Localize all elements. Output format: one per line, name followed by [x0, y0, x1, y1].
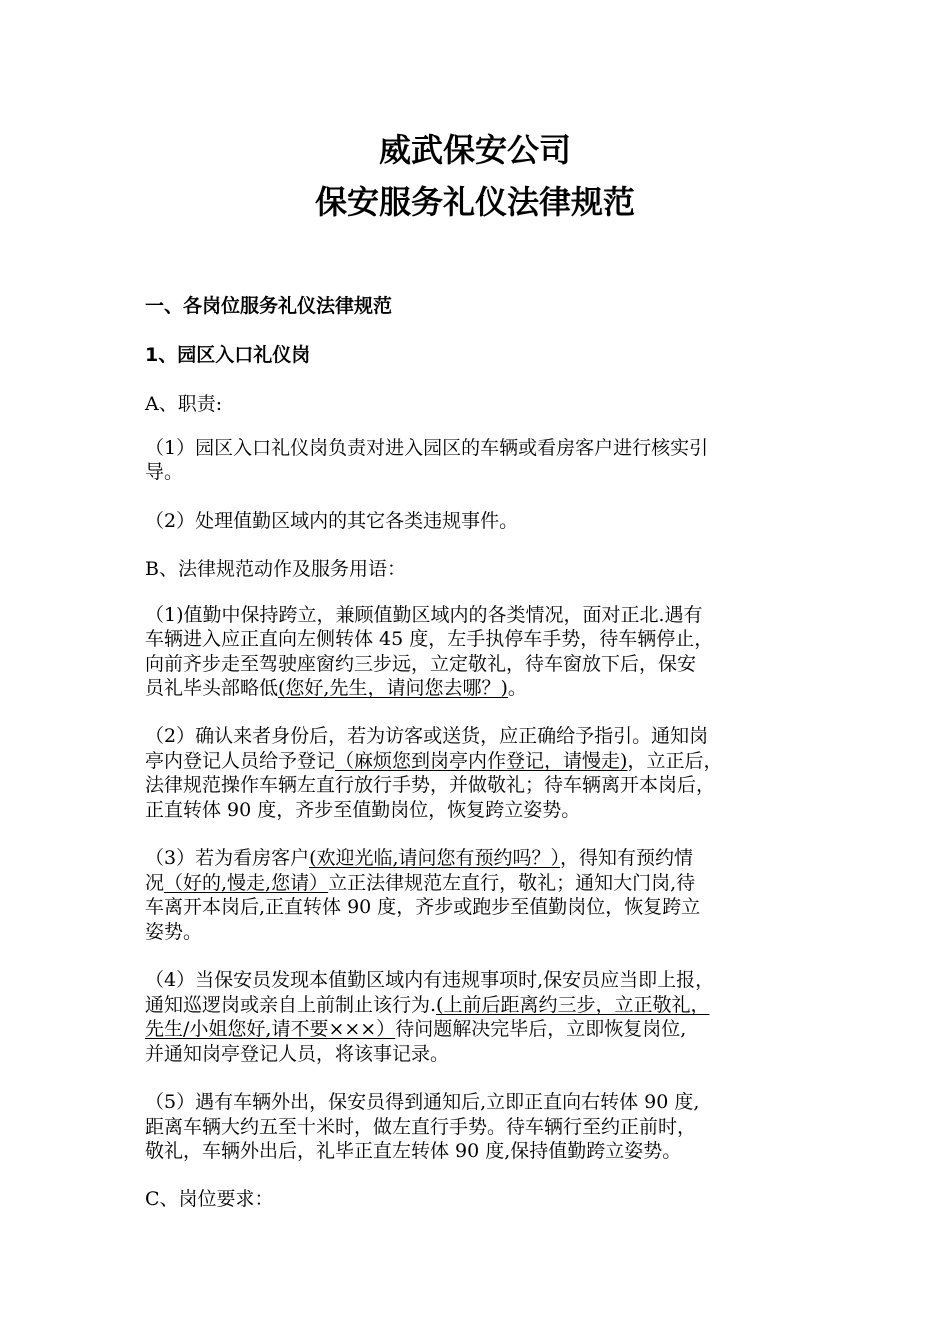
para-1-line-3: 向前齐步走至驾驶座窗约三步远，立定敬礼，待车窗放下后，保安 [145, 653, 697, 675]
subsection-heading: 1、园区入口礼仪岗 [145, 344, 311, 366]
para-1-line-2: 车辆进入应正直向左侧转体 45 度，左手执停车手势，待车辆停止， [145, 628, 714, 650]
service-phrase: (欢迎光临,请问您有预约吗？） [309, 847, 561, 869]
duty-2: （2）处理值勤区域内的其它各类违规事件。 [145, 510, 519, 532]
para-5-line-2: 距离车辆大约五至十米时，做左直行手势。待车辆行至约正前时， [145, 1116, 697, 1138]
para-4-line-1: （4）当保安员发现本值勤区域内有违规事项时,保安员应当即上报， [145, 969, 715, 991]
para-2-line-1: （2）确认来者身份后，若为访客或送货，应正确给予指引。通知岗 [145, 725, 709, 747]
document-title: 保安服务礼仪法律规范 [314, 183, 635, 221]
service-phrase: (上前后距离约三步，立正敬礼， [436, 994, 710, 1016]
para-3-line-1 [145, 846, 820, 870]
section-heading: 一、各岗位服务礼仪法律规范 [145, 295, 393, 317]
label-duties: A、职责: [145, 393, 223, 415]
service-phrase: (您好,先生，请问您去哪？) [278, 677, 508, 699]
text-run: ，得知有预约情 [560, 847, 694, 869]
text-run: 员礼毕头部略低 [145, 677, 279, 699]
para-5-line-3: 敬礼，车辆外出后，礼毕正直左转体 90 度,保持值勤跨立姿势。 [145, 1140, 682, 1162]
text-run: 况 [145, 872, 165, 894]
text-run: （3）若为看房客户 [145, 847, 310, 869]
para-1-line-4 [145, 676, 820, 700]
para-5-line-1: （5）遇有车辆外出，保安员得到通知后,立即正直向右转体 90 度, [145, 1091, 700, 1113]
service-phrase: 先生/小姐您好,请不要×××） [145, 1018, 396, 1040]
para-2-line-2 [145, 749, 820, 773]
text-run: 立正法律规范左直行，敬礼；通知大门岗,待 [328, 872, 696, 894]
para-2-line-4: 正直转体 90 度，齐步至值勤岗位，恢复跨立姿势。 [145, 799, 581, 821]
service-phrase: （麻烦您到岗亭内作登记，请慢走) [335, 750, 628, 772]
para-2-line-3: 法律规范操作车辆左直行放行手势，并做敬礼；待车辆离开本岗后， [145, 774, 716, 796]
duty-1-line-2: 导。 [145, 461, 184, 483]
text-run: 亭内登记人员给予登记 [145, 750, 336, 772]
para-3-line-3: 车离开本岗后,正直转体 90 度，齐步或跑步至值勤岗位，恢复跨立 [145, 896, 701, 918]
label-requirements: C、岗位要求： [145, 1188, 274, 1210]
para-3-line-4: 姿势。 [145, 921, 203, 943]
service-phrase: （好的,慢走,您请） [164, 872, 329, 894]
text-run: ，立正后， [627, 750, 723, 772]
para-1-line-1: （1)值勤中保持跨立，兼顾值勤区域内的各类情况，面对正北.遇有 [145, 604, 703, 626]
para-4-line-3 [145, 1017, 820, 1041]
company-title: 威武保安公司 [378, 131, 571, 169]
text-run: 通知巡逻岗或亲自上前制止该行为. [145, 994, 437, 1016]
para-3-line-2 [145, 871, 820, 895]
text-run: 待问题解决完毕后，立即恢复岗位, [395, 1018, 687, 1040]
label-standards: B、法律规范动作及服务用语： [145, 558, 406, 580]
text-run: 。 [507, 677, 527, 699]
para-4-line-2 [145, 993, 820, 1017]
para-4-line-4: 并通知岗亭登记人员，将该事记录。 [145, 1043, 450, 1065]
duty-1-line-1: （1）园区入口礼仪岗负责对进入园区的车辆或看房客户进行核实引 [145, 437, 709, 459]
